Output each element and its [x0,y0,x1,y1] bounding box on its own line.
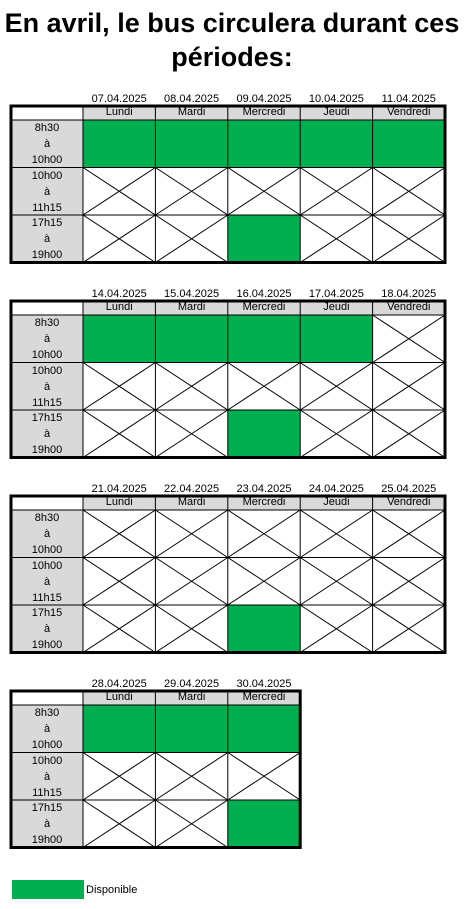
available-cell [228,120,300,168]
time-slot-line: 8h30 [34,707,60,719]
available-cell [300,120,372,168]
date-label: 17.04.2025 [308,288,364,300]
date-label: 09.04.2025 [236,93,292,105]
unavailable-cell [155,215,227,263]
unavailable-cell [83,800,155,848]
date-label: 07.04.2025 [91,93,147,105]
unavailable-cell [155,510,227,558]
day-header: Mardi [155,496,227,510]
time-slot-line: 17h15 [31,217,63,229]
time-slot-line: 10h00 [31,739,63,751]
unavailable-cell [155,363,227,411]
day-header: Vendredi [373,301,445,315]
day-header: Vendredi [373,496,445,510]
available-cell [155,705,227,753]
schedule-grid [9,299,447,460]
available-cell [228,705,300,753]
time-slot-line: à [43,528,51,540]
unavailable-cell [373,168,445,216]
unavailable-cell [83,605,155,653]
available-cell [83,705,155,753]
day-header: Jeudi [300,106,372,120]
time-slot-line: 11h15 [32,786,62,799]
unavailable-cell [373,558,445,606]
date-label: 25.04.2025 [381,483,437,495]
date-label: 11.04.2025 [381,93,436,105]
unavailable-cell [228,510,300,558]
unavailable-cell [228,168,300,216]
unavailable-cell [83,510,155,558]
unavailable-cell [228,558,300,606]
unavailable-cell [300,605,372,653]
available-cell [155,120,227,168]
time-slot-line: 10h00 [31,349,63,361]
time-slot-line: à [43,333,51,345]
unavailable-cell [300,410,372,458]
date-label: 29.04.2025 [164,678,220,690]
available-cell [155,315,227,363]
available-cell [83,315,155,363]
unavailable-cell [300,168,372,216]
time-slot-line: 10h00 [31,559,63,572]
unavailable-cell [373,215,445,263]
available-cell [228,605,300,653]
unavailable-cell [300,363,372,411]
time-slot-line: 19h00 [31,249,63,261]
date-label: 08.04.2025 [164,93,220,105]
available-cell [228,215,300,263]
unavailable-cell [155,558,227,606]
available-cell [228,800,300,848]
unavailable-cell [373,410,445,458]
time-slot-line: à [43,623,51,635]
day-header: Mardi [155,691,227,705]
time-slot-line: 8h30 [34,512,60,524]
unavailable-cell [155,168,227,216]
available-cell [300,315,372,363]
date-label: 16.04.2025 [236,288,292,300]
time-slot-line: 10h00 [31,169,63,182]
time-slot-line: 11h15 [32,396,62,409]
unavailable-cell [373,510,445,558]
unavailable-cell [155,410,227,458]
schedule-grid [9,689,302,850]
unavailable-cell [300,510,372,558]
available-cell [228,315,300,363]
time-slot-line: 8h30 [34,122,60,134]
date-label: 21.04.2025 [91,483,147,495]
time-slot-line: 10h00 [31,364,63,377]
unavailable-cell [155,800,227,848]
time-slot-line: 11h15 [32,201,62,214]
unavailable-cell [83,215,155,263]
date-label: 23.04.2025 [236,483,292,495]
available-cell [373,120,445,168]
time-slot-line: 10h00 [31,154,63,166]
time-slot-line: à [43,818,51,830]
date-label: 14.04.2025 [91,288,147,300]
unavailable-cell [83,168,155,216]
day-header: Mercredi [228,106,300,120]
time-slot-line: 17h15 [31,607,63,619]
day-header: Jeudi [300,301,372,315]
date-label: 15.04.2025 [164,288,220,300]
day-header: Mercredi [228,691,300,705]
date-label: 18.04.2025 [381,288,437,300]
day-header: Mercredi [228,301,300,315]
day-header: Lundi [83,691,155,705]
page-title: En avril, le bus circulera durant ces périodes: [4,8,460,72]
time-slot-line: 17h15 [31,412,63,424]
unavailable-cell [300,558,372,606]
time-slot-line: 10h00 [31,544,63,556]
day-header: Mardi [155,301,227,315]
available-cell [83,120,155,168]
time-slot-line: à [43,185,51,198]
date-label: 24.04.2025 [308,483,364,495]
day-header: Jeudi [300,496,372,510]
day-header: Mercredi [228,496,300,510]
legend-label: Disponible [86,884,138,896]
time-slot-line: à [43,770,51,783]
day-header: Lundi [83,496,155,510]
time-slot-line: 17h15 [31,802,63,814]
unavailable-cell [373,605,445,653]
unavailable-cell [83,410,155,458]
unavailable-cell [83,363,155,411]
date-label: 10.04.2025 [308,93,364,105]
date-label: 22.04.2025 [164,483,220,495]
time-slot-line: 19h00 [31,639,63,651]
day-header: Vendredi [373,106,445,120]
time-slot-line: 11h15 [32,591,62,604]
unavailable-cell [155,753,227,801]
date-label: 30.04.2025 [236,678,292,690]
time-slot-line: à [43,428,51,440]
day-header: Lundi [83,106,155,120]
time-slot-line: 19h00 [31,444,63,456]
unavailable-cell [300,215,372,263]
unavailable-cell [155,605,227,653]
unavailable-cell [83,753,155,801]
time-slot-line: à [43,138,51,150]
schedule-grid [9,494,447,655]
time-slot-line: 10h00 [31,754,63,767]
time-slot-line: 8h30 [34,317,60,329]
date-label: 28.04.2025 [91,678,147,690]
legend-swatch-available [12,880,84,899]
day-header: Lundi [83,301,155,315]
available-cell [228,410,300,458]
unavailable-cell [373,363,445,411]
time-slot-line: 19h00 [31,834,63,846]
day-header: Mardi [155,106,227,120]
schedule-grid [9,104,447,265]
unavailable-cell [228,753,300,801]
unavailable-cell [228,363,300,411]
time-slot-line: à [43,233,51,245]
unavailable-cell [83,558,155,606]
time-slot-line: à [43,380,51,393]
time-slot-line: à [43,723,51,735]
unavailable-cell [373,315,445,363]
time-slot-line: à [43,575,51,588]
